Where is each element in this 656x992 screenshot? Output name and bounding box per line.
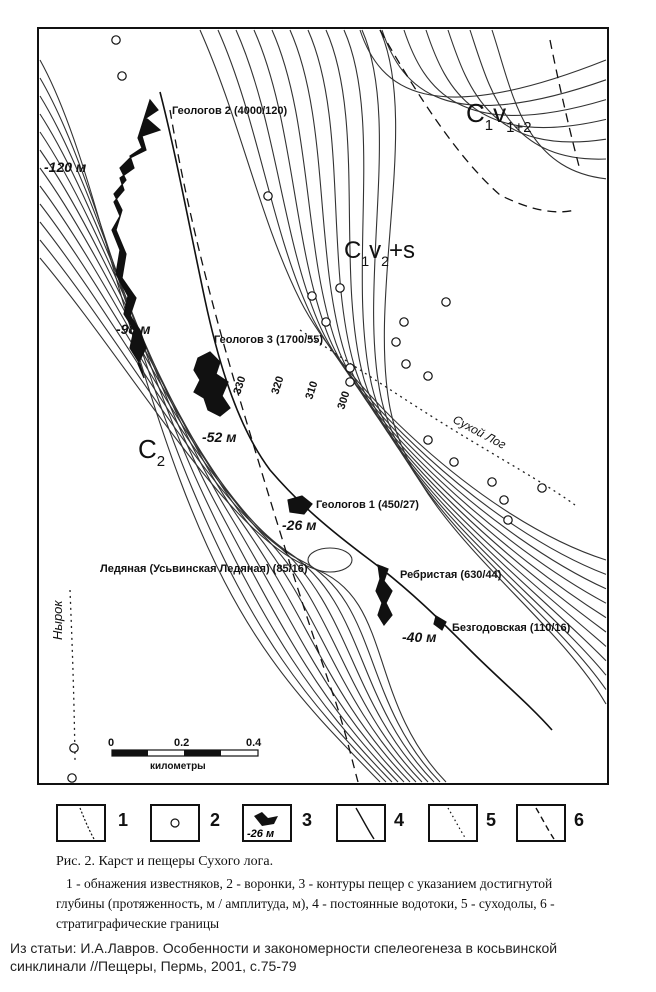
legend-number-1: 1 — [118, 810, 129, 830]
legend-symbol-stream — [336, 804, 386, 842]
sinkhole-marker — [424, 436, 432, 444]
sinkhole-marker — [442, 298, 450, 306]
sinkhole-marker — [538, 484, 546, 492]
depth-label-1: -120 м — [44, 159, 87, 175]
cave-label-ledyanaya: Ледяная (Усьвинская Ледяная) (85/16) — [100, 563, 308, 575]
sinkhole-marker — [264, 192, 272, 200]
river-label-sukhoi-log: Сухой Лог — [450, 412, 509, 452]
scale-tick-0-4: 0.4 — [246, 737, 262, 749]
sinkhole-marker — [504, 516, 512, 524]
cave-label-geologov1: Геологов 1 (450/27) — [316, 499, 419, 511]
sinkhole-marker — [308, 292, 316, 300]
sinkhole-marker — [500, 496, 508, 504]
strata-label-c1v12: $C_1v_{1+2}$ — [466, 98, 532, 136]
sinkhole-marker — [70, 744, 78, 752]
cave-label-rebristaya: Ребристая (630/44) — [400, 569, 502, 581]
depth-label-3: -52 м — [202, 429, 237, 445]
sinkhole-marker — [488, 478, 496, 486]
sinkhole-marker — [450, 458, 458, 466]
caption-line-3: стратиграфические границы — [56, 916, 220, 931]
contour-label-320: 320 — [269, 374, 287, 396]
contour-label-300: 300 — [335, 389, 353, 411]
strata-label-c1v2s: $C_1v_2+s$ — [344, 237, 415, 269]
legend-symbol-dry-valley — [428, 804, 478, 842]
sinkhole-marker — [424, 372, 432, 380]
sinkhole-marker — [392, 338, 400, 346]
sinkhole-marker — [346, 378, 354, 386]
strata-label-c2: $C_2$ — [138, 434, 166, 470]
sinkhole-marker — [68, 774, 76, 782]
sinkhole-marker — [118, 72, 126, 80]
scale-tick-0-2: 0.2 — [174, 737, 190, 749]
legend-symbol-sinkhole — [150, 804, 200, 842]
contour-label-330: 330 — [231, 374, 249, 396]
legend-symbol-cave — [242, 804, 292, 842]
caption-title: Рис. 2. Карст и пещеры Сухого лога. — [56, 854, 274, 869]
legend-symbol-boundary — [516, 804, 566, 842]
legend-number-2: 2 — [210, 810, 221, 830]
legend-number-6: 6 — [574, 810, 585, 830]
sinkhole-marker — [400, 318, 408, 326]
scale-tick-0: 0 — [108, 737, 115, 749]
sinkhole-marker — [112, 36, 120, 44]
source-credit — [10, 940, 650, 974]
sinkhole-marker — [402, 360, 410, 368]
depth-label-5: -40 м — [402, 629, 437, 645]
legend-number-3: 3 — [302, 810, 313, 830]
map-frame — [38, 28, 608, 784]
credit-line-1: Из статьи: И.А.Лавров. Особенности и закономерности спелеогенеза в косьвинской — [10, 940, 558, 956]
legend-number-5: 5 — [486, 810, 497, 830]
caption-line-1: 1 - обнажения известняков, 2 - воронки, 3 - контуры пещер с указанием достигнутой — [66, 876, 553, 891]
legend-symbol-outcrop — [56, 804, 106, 842]
scale-unit: километры — [150, 761, 206, 772]
depth-label-4: -26 м — [282, 517, 317, 533]
caption-line-2: глубины (протяженность, м / амплитуда, м), 4 - постоянные водотоки, 5 - суходолы, 6 - — [56, 896, 555, 911]
legend-cave-depth: -26 м — [247, 828, 275, 840]
sinkhole-marker — [346, 364, 354, 372]
cave-label-geologov2: Геологов 2 (4000/120) — [172, 105, 288, 117]
legend — [0, 796, 656, 846]
credit-line-2: синклинали //Пещеры, Пермь, 2001, с.75-79 — [10, 958, 297, 974]
contour-label-310: 310 — [303, 379, 321, 401]
cave-label-geologov3: Геологов 3 (1700/55) — [214, 334, 324, 346]
sinkhole-marker — [322, 318, 330, 326]
sinkhole-marker — [336, 284, 344, 292]
river-label-nyrok: Нырок — [50, 600, 65, 640]
legend-number-4: 4 — [394, 810, 405, 830]
cave-label-bezgodovskaya: Безгодовская (110/16) — [452, 622, 571, 634]
depth-label-2: -98 м — [116, 321, 151, 337]
